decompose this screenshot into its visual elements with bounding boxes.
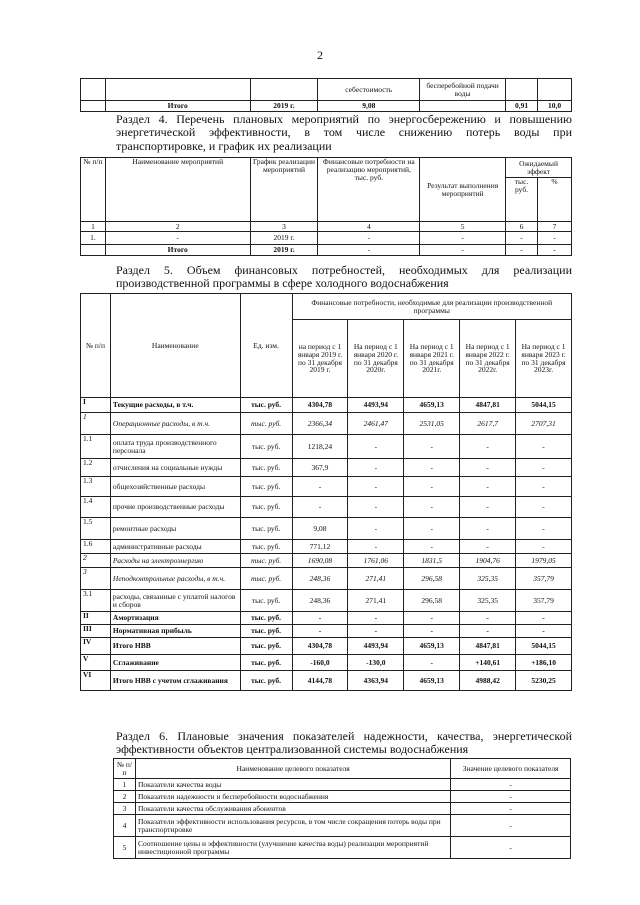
- table-section6: [113, 758, 571, 859]
- table-row: 1 Операционные расходы, в т.ч. тыс. руб. 2366,34 2461,47 2531,05 2617,7 2707,31: [81, 413, 572, 435]
- header-finance: Финансовые потребности на реализацию мероприятий, тыс. руб.: [318, 158, 420, 222]
- header-schedule: График реализации мероприятий: [250, 158, 318, 222]
- table-row: 1.2 отчисления на социальные нужды тыс. руб. 367,9 - - - -: [81, 459, 572, 477]
- table-row: 5 Соотношение цены и эффективности (улучшение качества воды) реализации мероприятий инвестиционной программы -: [114, 837, 571, 859]
- table-row: V Сглаживание тыс. руб. -160,0 -130,0 - +140,61 +186,10: [81, 655, 572, 671]
- table-section5: [80, 293, 572, 691]
- header-finance-group: Финансовые потребности, необходимые для реализации производственной программы: [292, 294, 571, 320]
- header-name: Наименование целевого показателя: [135, 759, 450, 779]
- header-period-2021: На период с 1 января 2021 г. по 31 декабря 2021г.: [404, 320, 460, 398]
- section6-title: Раздел 6. Плановые значения показателей надежности, качества, энергетической эффективности объектов централизованной системы водоснабжения: [116, 729, 572, 757]
- table-row: 4 Показатели эффективности использования ресурсов, в том числе сокращения потерь воды при транспортировке -: [114, 815, 571, 837]
- table-row: III Нормативная прибыль тыс. руб. - - - - -: [81, 625, 572, 638]
- header-num: № п/п: [114, 759, 136, 779]
- section4-title: Раздел 4. Перечень плановых мероприятий по энергосбережению и повышению энергетической эффективности, в том числе снижению потерь воды при транспортировке, и график их реализации: [116, 112, 572, 153]
- header-result: Результат выполнения мероприятий: [420, 158, 506, 222]
- header-name: Наименование: [110, 294, 240, 398]
- header-unit: Ед. изм.: [240, 294, 292, 398]
- table-row: 1. - 2019 г. - - - -: [81, 232, 572, 245]
- table-row: 3.1 расходы, связанные с уплатой налогов и сборов тыс. руб. 248,36 271,41 296,58 325,35 357,79: [81, 590, 572, 612]
- table-row: 1.3 общехозяйственные расходы тыс. руб. - - - - -: [81, 477, 572, 497]
- header-period-2023: На период с 1 января 2023 г. по 31 декабря 2023г.: [516, 320, 572, 398]
- table-row: IV Итого НВВ тыс. руб. 4304,78 4493,94 4659,13 4847,81 5044,15: [81, 638, 572, 655]
- table-row: VI Итого НВВ с учетом сглаживания тыс. руб. 4144,78 4363,94 4659,13 4988,42 5230,25: [81, 671, 572, 691]
- table-row: 3 Неподконтрольные расходы, в т.ч. тыс. руб. 248,36 271,41 296,58 325,35 357,79: [81, 568, 572, 590]
- header-period-2019: на период с 1 января 2019 г. по 31 декабря 2019 г.: [292, 320, 348, 398]
- page-number: 2: [317, 48, 323, 62]
- table-section4: № п/п Наименование мероприятий График реализации мероприятий Финансовые потребности на реализацию мероприятий, тыс. руб. Результат выполнения мероприятий Ожидаемый эффект тыс. руб. % 1 2 3 4 5 6 7 1. - 2019 г. - - - - Итого 2019 г. - - - -: [80, 157, 572, 256]
- table-row: 1.5 ремонтные расходы тыс. руб. 9,08 - - - -: [81, 518, 572, 540]
- table-row: 3 Показатели качества обслуживания абонентов -: [114, 803, 571, 815]
- header-name: Наименование мероприятий: [105, 158, 250, 222]
- section5-title: Раздел 5. Объем финансовых потребностей, необходимых для реализации производственной программы в сфере холодного водоснабжения: [116, 263, 572, 291]
- table-row-total: Итого 2019 г. 9,08 0,91 10,0: [81, 101, 572, 112]
- table-section3-tail: [80, 78, 572, 112]
- table-row: 2 Показатели надежности и бесперебойности водоснабжения -: [114, 791, 571, 803]
- header-value: Значение целевого показателя: [451, 759, 571, 779]
- table-row-total: Итого 2019 г. - - - -: [81, 245, 572, 256]
- table-row: 1.1 оплата труда производственного персонала тыс. руб. 1218,24 - - - -: [81, 435, 572, 459]
- table-row: 1.6 административные расходы тыс. руб. 771,12 - - - -: [81, 540, 572, 554]
- header-period-2022: На период с 1 января 2022 г. по 31 декабря 2022г.: [460, 320, 516, 398]
- header-period-2020: На период с 1 января 2020 г. по 31 декабря 2020г.: [348, 320, 404, 398]
- header-num: № п/п: [81, 158, 106, 222]
- header-effect: Ожидаемый эффект: [506, 158, 572, 178]
- table-row: 1 2 3 4 5 6 7: [81, 222, 572, 232]
- table-row: 1 Показатели качества воды -: [114, 779, 571, 791]
- header-num: № п/п: [81, 294, 111, 398]
- table-row: 1.4 прочие производственные расходы тыс. руб. - - - - -: [81, 497, 572, 518]
- table-row: 2 Расходы на электроэнергию тыс. руб. 1690,08 1761,06 1831,5 1904,76 1979,05: [81, 554, 572, 568]
- table-row: II Амортизация тыс. руб. - - - - -: [81, 612, 572, 625]
- table-row: себестоимость бесперебойной подачи воды: [81, 79, 572, 101]
- table-row: I Текущие расходы, в т.ч. тыс. руб. 4304,78 4493,94 4659,13 4847,81 5044,15: [81, 398, 572, 413]
